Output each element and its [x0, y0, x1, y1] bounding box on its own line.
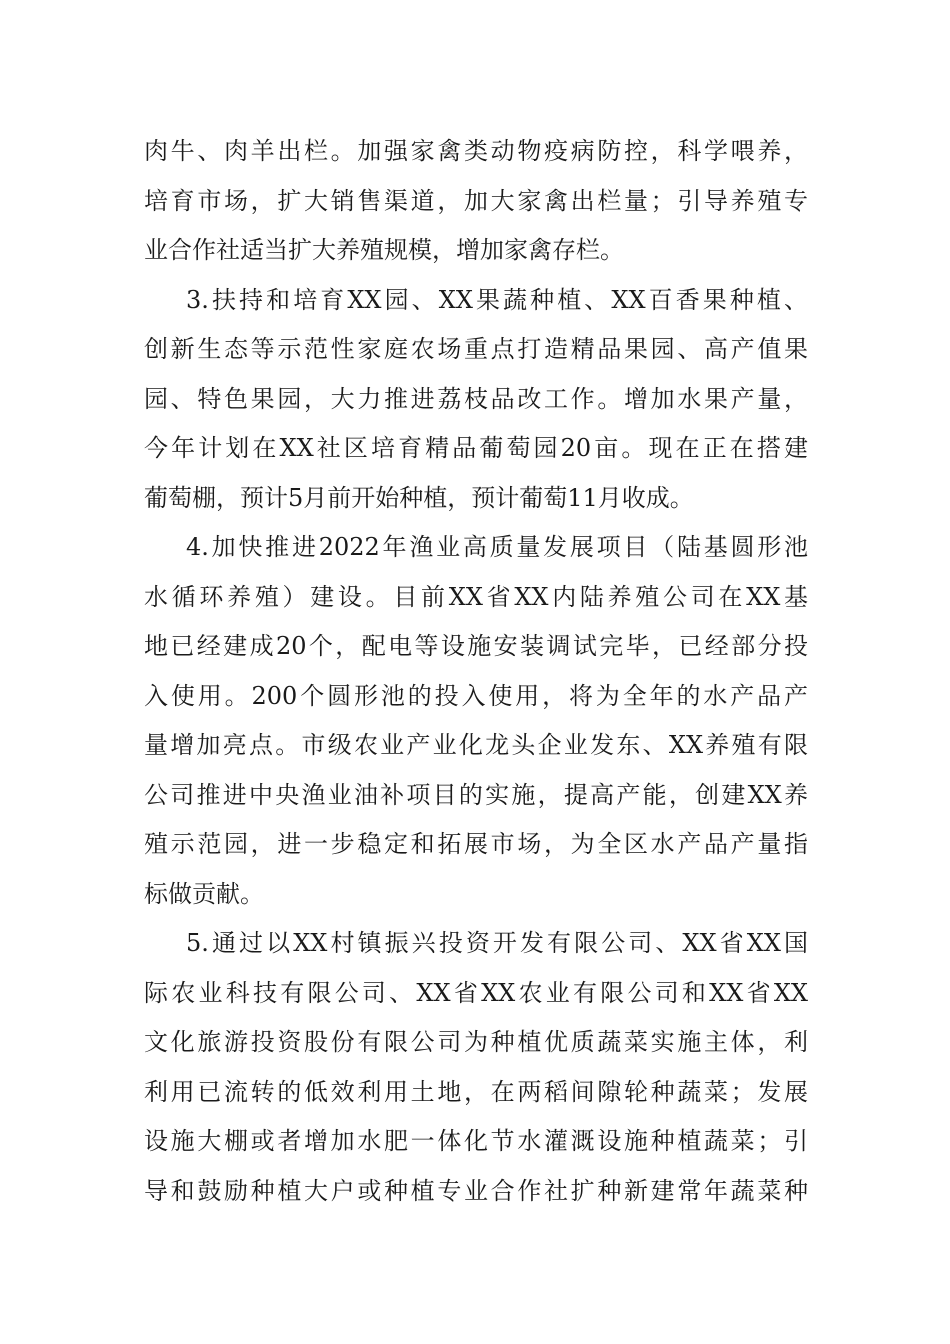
text-line: 培育市场，扩大销售渠道，加大家禽出栏量；引导养殖专: [144, 186, 808, 215]
text-line: 利用已流转的低效利用土地，在两稻间隙轮种蔬菜；发展: [144, 1077, 808, 1106]
text-line: 际农业科技有限公司、XX省XX农业有限公司和XX省XX: [144, 978, 808, 1007]
text-line: 导和鼓励种植大户或种植专业合作社扩种新建常年蔬菜种: [144, 1176, 808, 1205]
text-line: 文化旅游投资股份有限公司为种植优质蔬菜实施主体，利: [144, 1028, 808, 1056]
text-line: 3.扶持和培育XX园、XX果蔬种植、XX百香果种植、: [186, 285, 808, 314]
document-body: [144, 127, 808, 1216]
text-line: 葡萄棚，预计5月前开始种植，预计葡萄11月收成。: [144, 483, 694, 512]
text-line: 水循环养殖）建设。目前XX省XX内陆养殖公司在XX基: [144, 582, 808, 611]
text-line: 创新生态等示范性家庭农场重点打造精品果园、高产值果: [144, 335, 808, 363]
text-line: 设施大棚或者增加水肥一体化节水灌溉设施种植蔬菜；引: [144, 1127, 808, 1155]
text-line: 4.加快推进2022年渔业高质量发展项目（陆基圆形池: [186, 533, 808, 561]
text-line: 公司推进中央渔业油补项目的实施，提高产能，创建XX养: [144, 780, 808, 809]
text-line: 地已经建成20个，配电等设施安装调试完毕，已经部分投: [144, 632, 808, 660]
text-line: 园、特色果园，大力推进荔枝品改工作。增加水果产量，: [144, 384, 808, 413]
text-line: 量增加亮点。市级农业产业化龙头企业发东、XX养殖有限: [144, 731, 808, 759]
text-line: 今年计划在XX社区培育精品葡萄园20亩。现在正在搭建: [144, 434, 808, 462]
text-line: 业合作社适当扩大养殖规模，增加家禽存栏。: [144, 236, 624, 264]
text-line: 标做贡献。: [144, 879, 264, 908]
text-line: 5.通过以XX村镇振兴投资开发有限公司、XX省XX国: [186, 929, 808, 957]
text-line: 殖示范园，进一步稳定和拓展市场，为全区水产品产量指: [144, 830, 808, 858]
text-line: 入使用。200个圆形池的投入使用，将为全年的水产品产: [144, 681, 808, 710]
text-line: 肉牛、肉羊出栏。加强家禽类动物疫病防控，科学喂养，: [144, 137, 808, 165]
